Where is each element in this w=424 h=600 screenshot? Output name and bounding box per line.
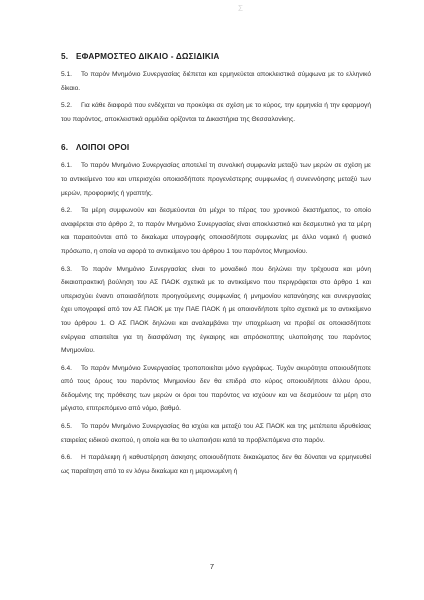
clause — [61, 362, 371, 416]
document-body — [61, 52, 371, 478]
clause — [61, 68, 371, 95]
clause — [61, 263, 371, 358]
clause-number: 6.2. — [61, 207, 72, 215]
clause-text: Το παρόν Μνημόνιο Συνεργασίας θα ισχύει και μεταξύ του ΑΣ ΠΑΟΚ και της μετέπειτα ιδρυθείσας εταιρείας ειδικού σκοπού, η οποία και θα το υλοποιήσει κατά τα προβλεπόμενα στο παρόν. — [61, 423, 371, 444]
section-number: 6. — [61, 143, 69, 153]
clause — [61, 99, 371, 126]
clause-number: 6.1. — [61, 162, 72, 170]
clause-number: 5.1. — [61, 71, 72, 78]
clause-text: Η παράλειψη ή καθυστέρηση άσκησης οποιουδήποτε δικαιώματος δεν θα δύναται να ερμηνευθεί ως παραίτηση από το εν λόγω δικαίωμα και η μεμονωμένη ή — [61, 454, 371, 475]
clause — [61, 204, 371, 258]
clause-text: Το παρόν Μνημόνιο Συνεργασίας τροποποιείται μόνο εγγράφως. Τυχόν ακυρότητα οποιουδήποτε από τους όρους του παρόντος Μνημονίου δεν θα επιδρά στο κύρος οποιουδήποτε άλλου όρου, δεδομένης της πρόθεσης των μερών οι όροι του παρόντος να ισχύουν και να δεσμεύουν τα μέρη στο μέγιστο, επιτρεπόμενο από νόμο, βαθμό. — [61, 364, 371, 413]
clause-text: Για κάθε διαφορά που ενδέχεται να προκύψει σε σχέση με το κύρος, την ερμηνεία ή την εφαρμογή του παρόντος, αποκλειστικά αρμόδια ορίζονται τα Δικαστήρια της Θεσσαλονίκης. — [61, 102, 371, 123]
section-number: 5. — [61, 52, 69, 61]
clause — [61, 159, 371, 200]
clause-number: 5.2. — [61, 102, 72, 110]
clause-text: Τα μέρη συμφωνούν και δεσμεύονται ότι μέχρι το πέρας του χρονικού διαστήματος, το οποίο αναφέρεται στο άρθρο 2, το παρόν Μνημόνιο Συνεργασίας είναι αποκλειστικό και δεσμευτικό για τα μέρη και παραιτούνται από το δικαίωμα υπογραφής οποιασδήποτε συμφωνίας με άλλο νομικό ή φυσικό πρόσωπο, η οποία να αφορά το αντικείμενο του άρθρου 1 του παρόντος Μνημονίου. — [61, 207, 371, 255]
clause-text: Το παρόν Μνημόνιο Συνεργασίας αποτελεί τη συνολική συμφωνία μεταξύ των μερών σε σχέση με το αντικείμενο του και υπερισχύει οποιασδήποτε προγενέστερης συμφωνίας ή συνεννόησης μεταξύ των μερών, προφορικής ή γραπτής. — [61, 162, 371, 197]
header-mark: Σ — [238, 4, 246, 13]
clause-number: 6.5. — [61, 423, 72, 431]
section-title: ΕΦΑΡΜΟΣΤΕΟ ΔΙΚΑΙΟ - ΔΩΣΙΔΙΚΙΑ — [76, 52, 220, 61]
section-title: ΛΟΙΠΟΙ ΟΡΟΙ — [76, 143, 130, 153]
clause-number: 6.4. — [61, 364, 72, 372]
clause — [61, 420, 371, 447]
clause-number: 6.6. — [61, 454, 72, 462]
page-number: 7 — [209, 562, 215, 571]
clause — [61, 451, 371, 478]
section-heading — [61, 143, 371, 152]
section-heading — [61, 52, 371, 61]
clause-number: 6.3. — [61, 265, 72, 273]
clause-text: Το παρόν Μνημόνιο Συνεργασίας διέπεται και ερμηνεύεται αποκλειστικά σύμφωνα με το ελληνικό δίκαιο. — [61, 71, 371, 92]
clause-text: Το παρόν Μνημόνιο Συνεργασίας είναι το μοναδικό που δηλώνει την τρέχουσα και μόνη δικαιοπρακτική βούληση του ΑΣ ΠΑΟΚ σχετικά με το αντικείμενο που περιγράφεται στο άρθρο 1 και υπερισχύει έναντι οποιασδήποτε προηγούμενης συμφωνίας ή μνημονίου κατανόησης και συνεργασίας έχει υπογραφεί από τον ΑΣ ΠΑΟΚ με την ΠΑΕ ΠΑΟΚ ή με οποιονδήποτε τρίτο σχετικά με το αντικείμενο του άρθρου 1. Ο ΑΣ ΠΑΟΚ δηλώνει και αναλαμβάνει την υποχρέωση να προβεί σε οποιασδήποτε ενέργεια απαιτείται για τη διασφάλιση της έγκαιρης και απρόσκοπτης υλοποίησης του παρόντος Μνημονίου. — [61, 265, 371, 355]
